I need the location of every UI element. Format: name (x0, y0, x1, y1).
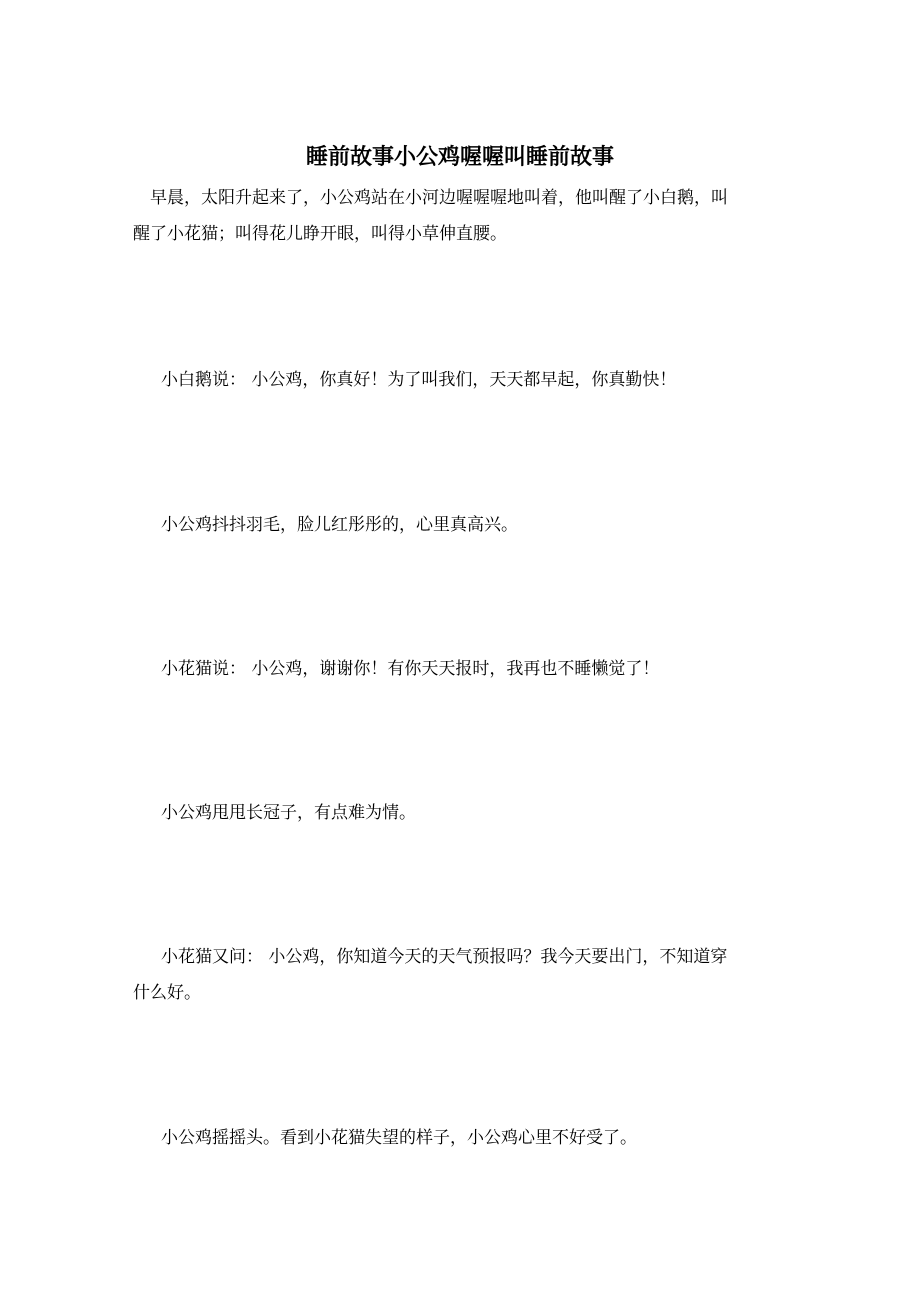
paragraph-text: 小花猫又问： 小公鸡，你知道今天的天气预报吗？我今天要出门，不知道穿 (161, 947, 728, 967)
paragraph-5 (133, 795, 785, 831)
paragraph-3 (133, 507, 785, 543)
paragraph-text: 小公鸡摇摇头。看到小花猫失望的样子，小公鸡心里不好受了。 (161, 1128, 637, 1148)
paragraph-line: 什么好。 (133, 983, 201, 1003)
paragraph-2 (133, 362, 785, 398)
paragraph-text: 小花猫说： 小公鸡，谢谢你！有你天天报时，我再也不睡懒觉了！ (161, 659, 660, 679)
paragraph-line (133, 180, 785, 216)
document-title: 睡前故事小公鸡喔喔叫睡前故事 (305, 144, 614, 170)
paragraph-line (133, 939, 785, 975)
paragraph-4 (133, 651, 785, 687)
paragraph-line (133, 1120, 785, 1156)
paragraph-line: 醒了小花猫；叫得花儿睁开眼，叫得小草伸直腰。 (133, 224, 507, 244)
paragraph-6 (133, 939, 785, 1011)
paragraph-text: 小公鸡抖抖羽毛，脸儿红彤彤的，心里真高兴。 (161, 515, 518, 535)
paragraph-line (133, 507, 785, 543)
paragraph-7 (133, 1120, 785, 1156)
paragraph-text: 早晨，太阳升起来了，小公鸡站在小河边喔喔喔地叫着，他叫醒了小白鹅，叫 (150, 188, 728, 208)
paragraph-line (133, 795, 785, 831)
paragraph-text: 小公鸡甩甩长冠子，有点难为情。 (161, 803, 416, 823)
paragraph-line (133, 362, 785, 398)
paragraph-1 (133, 180, 785, 252)
paragraph-text: 小白鹅说： 小公鸡，你真好！为了叫我们，天天都早起，你真勤快！ (161, 370, 677, 390)
paragraph-line (133, 651, 785, 687)
